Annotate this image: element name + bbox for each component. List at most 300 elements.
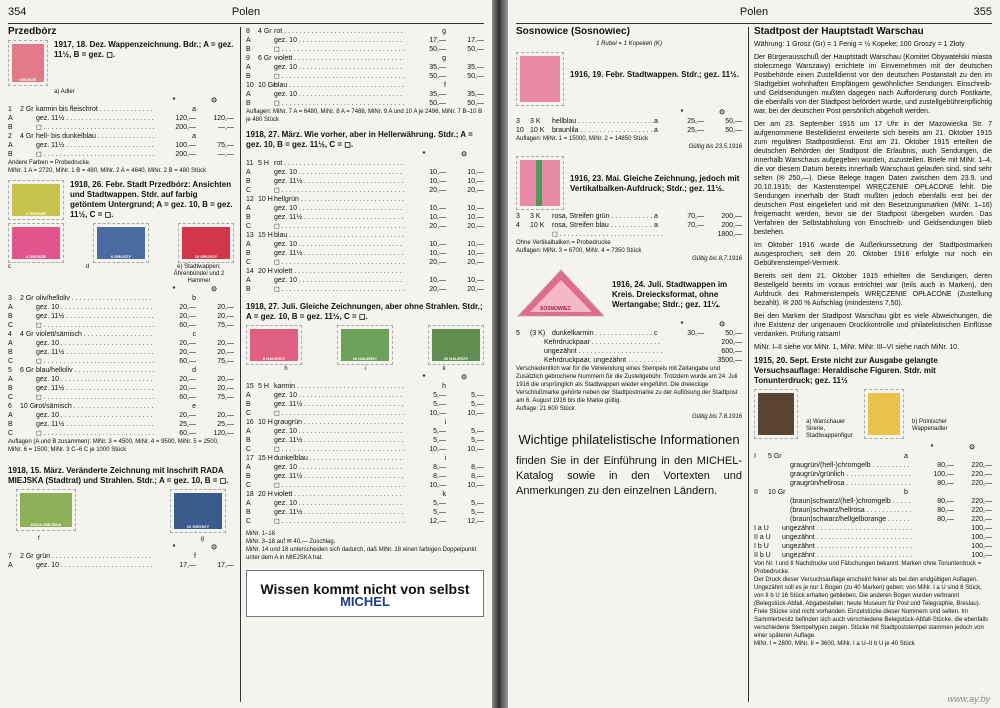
- header-rule: [8, 23, 484, 24]
- face-value: [258, 168, 274, 177]
- stamp-image: 20 HALERZY: [428, 325, 484, 365]
- table-row: [246, 285, 484, 294]
- variety-row: [754, 542, 992, 551]
- price-mint: 20,—: [429, 259, 446, 266]
- item-number: A: [246, 64, 251, 71]
- note: Ohne Vertikalbalken = Probedrucke: [516, 240, 611, 246]
- table-row: [754, 515, 992, 524]
- price-header: * ⊙: [680, 321, 725, 328]
- item-number: A: [8, 412, 13, 419]
- table-row: [8, 420, 234, 429]
- description: ◻ . . .: [552, 230, 662, 239]
- price-table: [516, 329, 742, 338]
- item-number: A: [8, 115, 13, 122]
- face-value: 5 H: [258, 383, 269, 390]
- price-used: 100,—: [971, 543, 992, 550]
- price-used: 50,—: [725, 127, 742, 134]
- description: ◻ . . .: [36, 123, 154, 132]
- stamp-image: 6 GROSZY: [93, 223, 149, 263]
- face-value: [258, 285, 274, 294]
- item-number: [516, 230, 530, 239]
- price-mint: 80,—: [937, 498, 954, 505]
- price-mint: [404, 231, 446, 240]
- book-gutter: [492, 0, 508, 708]
- description: rot . . .: [274, 27, 404, 36]
- table-row: [246, 186, 484, 195]
- description: ◻ . . .: [274, 258, 404, 267]
- face-value: [20, 375, 36, 384]
- price-header: * ⊙: [930, 444, 975, 451]
- price-mint: 17,—: [429, 37, 446, 44]
- face-value: [768, 470, 790, 479]
- price-used: 50,—: [467, 100, 484, 107]
- description: gez. 11½ . . .: [274, 213, 404, 222]
- face-value: [258, 36, 274, 45]
- item-number: 15: [246, 383, 254, 390]
- table-row: [8, 114, 234, 123]
- stamp-caption: b) Polnischer Wappenadler: [912, 419, 948, 432]
- paragraph: Im Oktober 1916 wurde die Außerkurssetzung der Stadtpostmarken ausgesprochen; seit dem 20. Oktober 1916 erfolgte nur noch ein Gebührenstempel-Vermerk.: [754, 242, 992, 267]
- stamp-image: GROSZE: [8, 40, 48, 86]
- item-number: C: [246, 446, 252, 453]
- item-number: 10: [246, 82, 254, 89]
- item-number: 7: [8, 553, 12, 560]
- price-used: [446, 231, 484, 240]
- price-used: 10,—: [467, 178, 484, 185]
- header-rule: [516, 23, 992, 24]
- table-row: [8, 312, 234, 321]
- price-mint: f: [444, 82, 446, 89]
- face-value: [20, 123, 36, 132]
- description: ◻ . . .: [274, 186, 404, 195]
- table-row: [516, 329, 742, 338]
- stamp-image: 10 GROSZY: [170, 489, 226, 533]
- price-mint: b: [192, 295, 196, 302]
- design-type: a: [654, 213, 658, 220]
- face-value: [258, 508, 274, 517]
- price-used: [196, 366, 234, 375]
- stamp-image: [754, 389, 798, 439]
- price-used: 5,—: [471, 392, 484, 399]
- price-mint: i: [444, 419, 446, 426]
- price-used: 5,—: [471, 428, 484, 435]
- table-row: [8, 375, 234, 384]
- description: ◻ . . .: [36, 393, 154, 402]
- design-type: a: [654, 222, 658, 229]
- price-mint: [404, 159, 446, 168]
- price-used: 75,—: [217, 142, 234, 149]
- description: (braun)schwarz/hellrosa . . .: [790, 506, 912, 515]
- table-row: [246, 99, 484, 108]
- price-used: 600,—: [721, 348, 742, 355]
- face-value: 2 Gr: [20, 553, 34, 560]
- description: hellgrün . . .: [274, 195, 404, 204]
- face-value: 5 Gr: [768, 453, 782, 460]
- price-used: [196, 294, 234, 303]
- face-value: 4 Gr: [258, 28, 272, 35]
- table-row: [246, 454, 484, 463]
- price-mint: 20,—: [179, 313, 196, 320]
- stamp-row: [246, 325, 484, 365]
- price-used: [446, 54, 484, 63]
- description: gez. 10 . . .: [274, 391, 404, 400]
- price-used: 75,—: [217, 322, 234, 329]
- price-used: 200,—: [721, 213, 742, 220]
- table-row: [246, 508, 484, 517]
- price-used: 10,—: [467, 205, 484, 212]
- table-row: [246, 81, 484, 90]
- item-number: B: [246, 214, 251, 221]
- advertisement-michel: [246, 570, 484, 617]
- description: graugrün . . .: [274, 418, 404, 427]
- item-number: A: [8, 304, 13, 311]
- price-used: 8,—: [471, 473, 484, 480]
- price-used: —,—: [218, 124, 234, 131]
- table-row: [516, 126, 742, 135]
- column-divider: [240, 27, 241, 702]
- print-run: MiNr. 1 A = 2720, MiNr. 1 B = 480, MiNr. 2 A = 4640, MiNr. 2 B = 480 Stück: [8, 168, 207, 174]
- face-value: 3 K: [530, 213, 541, 220]
- face-value: [258, 45, 274, 54]
- price-mint: 20,—: [429, 187, 446, 194]
- price-table: [516, 117, 742, 135]
- stamp-captions: f g: [38, 536, 204, 542]
- price-used: 12,—: [467, 518, 484, 525]
- table-row: [246, 177, 484, 186]
- price-mint: 10,—: [429, 178, 446, 185]
- table-row: [8, 348, 234, 357]
- stamp-image: 10 HALERZY: [337, 325, 393, 365]
- face-value: [258, 186, 274, 195]
- price-used: [446, 27, 484, 36]
- table-row: [246, 249, 484, 258]
- item-number: B: [246, 473, 251, 480]
- price-used: 220,—: [971, 471, 992, 478]
- price-used: 10,—: [467, 169, 484, 176]
- price-mint: 10,—: [429, 482, 446, 489]
- stamp-captions: h i k: [284, 366, 446, 372]
- item-number: 8: [246, 28, 250, 35]
- face-value: 20 H: [258, 268, 273, 275]
- item-number: [754, 470, 768, 479]
- note: MiNr. 3–18 auf ✉ 40,— Zuschlag.: [246, 539, 336, 545]
- face-value: [258, 99, 274, 108]
- price-used: 10,—: [467, 410, 484, 417]
- variety-description: ungezähnt . . .: [782, 542, 912, 551]
- price-mint: 30,—: [687, 330, 704, 337]
- face-value: 10 K: [530, 222, 545, 229]
- section-title-warschau: Stadtpost der Hauptstadt Warschau: [754, 27, 924, 37]
- face-value: 10 K: [530, 127, 545, 134]
- table-row: [246, 90, 484, 99]
- item-number: 10: [516, 127, 524, 134]
- face-value: 15 H: [258, 455, 273, 462]
- price-used: [954, 488, 992, 497]
- item-number: A: [8, 376, 13, 383]
- description: gez. 11½ . . .: [274, 249, 404, 258]
- description: blau . . .: [274, 81, 404, 90]
- price-used: 5,—: [471, 401, 484, 408]
- item-number: B: [8, 151, 13, 158]
- price-used: 100,—: [971, 534, 992, 541]
- item-number: A: [246, 277, 251, 284]
- variety-description: ungezähnt . . .: [782, 551, 912, 560]
- left-column-2: [246, 27, 484, 708]
- item-number: B: [246, 509, 251, 516]
- variety-table: [754, 524, 992, 560]
- item-number: II: [754, 489, 758, 496]
- item-number: A: [246, 91, 251, 98]
- description: gez. 11½ . . .: [36, 384, 154, 393]
- paragraph: Währung: 1 Grosz (Gr) = 1 Fenig = ½ Kopeke; 100 Groszy = 1 Złoty: [754, 41, 965, 48]
- description: ◻ . . .: [274, 285, 404, 294]
- table-row: [754, 452, 992, 461]
- table-row: [754, 488, 992, 497]
- description: violett . . .: [274, 267, 404, 276]
- price-mint: 100,—: [175, 142, 196, 149]
- item-number: B: [246, 73, 251, 80]
- issue-heading: 1918, 15. März. Veränderte Zeichnung mit Inschrift RADA MIEJSKA (Stadtrat) und Strahlen. Stdr.; A = gez. 10, B = ◻.: [8, 466, 229, 485]
- table-row: [8, 339, 234, 348]
- design-type: a: [654, 118, 658, 125]
- left-page-header: [0, 6, 492, 22]
- face-value: [258, 63, 274, 72]
- price-mint: g: [442, 28, 446, 35]
- variety-description: ungezähnt . . .: [782, 524, 912, 533]
- ad-brand: MICHEL: [340, 594, 390, 609]
- item-number: C: [246, 223, 252, 230]
- item-number: [754, 506, 768, 515]
- issue-heading: 1918, 27. März. Wie vorher, aber in Hellerwährung. Stdr.; A = gez. 10, B = gez. 11½, C = ◻.: [246, 130, 473, 149]
- price-used: 10,—: [467, 250, 484, 257]
- price-used: [196, 552, 234, 561]
- price-used: 10,—: [467, 277, 484, 284]
- price-used: 120,—: [213, 115, 234, 122]
- variety-code: II a U: [754, 534, 771, 541]
- price-header: * ⊙: [680, 109, 725, 116]
- item-number: A: [246, 169, 251, 176]
- description: gez. 11½ . . .: [36, 141, 154, 150]
- price-used: 20,—: [467, 286, 484, 293]
- price-used: 75,—: [217, 358, 234, 365]
- variety-code: [516, 356, 544, 365]
- price-mint: 10,—: [429, 241, 446, 248]
- description: violett . . .: [274, 490, 404, 499]
- face-value: [258, 72, 274, 81]
- price-used: [954, 452, 992, 461]
- price-mint: 20,—: [429, 286, 446, 293]
- face-value: 4 Gr: [20, 133, 34, 140]
- face-value: 6 Gr: [20, 367, 34, 374]
- price-used: 220,—: [971, 516, 992, 523]
- price-mint: [662, 230, 704, 239]
- description: (braun)schwarz/hellgelborange . . .: [790, 515, 912, 524]
- description: gez. 11½ . . .: [274, 472, 404, 481]
- item-number: A: [246, 500, 251, 507]
- description: gez. 11½ . . .: [36, 312, 154, 321]
- face-value: [20, 420, 36, 429]
- print-run: Auflagen (A und B zusammen): MiNr. 3 = 4500, MiNr. 4 = 9500, MiNr. 5 = 2500, MiNr. 6 = 1500; MiNr. 3 C–6 C je 1000 Stück: [8, 439, 219, 453]
- item-number: 14: [246, 268, 254, 275]
- price-used: 50,—: [725, 330, 742, 337]
- price-mint: [662, 338, 704, 347]
- item-number: B: [246, 178, 251, 185]
- table-row: [246, 258, 484, 267]
- face-value: [258, 409, 274, 418]
- table-row: [246, 276, 484, 285]
- item-number: B: [246, 46, 251, 53]
- price-used: 10,—: [467, 446, 484, 453]
- item-number: C: [246, 187, 252, 194]
- price-mint: h: [442, 383, 446, 390]
- price-mint: 120,—: [175, 115, 196, 122]
- left-column-1: [8, 27, 234, 708]
- item-number: C: [246, 482, 252, 489]
- face-value: [258, 481, 274, 490]
- face-value: [258, 391, 274, 400]
- price-mint: 70,—: [687, 213, 704, 220]
- description: gez. 10 . . .: [274, 499, 404, 508]
- face-value: 3 K: [530, 118, 541, 125]
- face-value: [768, 515, 790, 524]
- table-row: [8, 321, 234, 330]
- face-value: [768, 506, 790, 515]
- item-number: C: [8, 322, 14, 329]
- table-row: [246, 382, 484, 391]
- price-used: 100,—: [971, 552, 992, 559]
- table-row: [8, 294, 234, 303]
- table-row: [246, 418, 484, 427]
- price-used: [196, 105, 234, 114]
- price-mint: i: [444, 455, 446, 462]
- table-row: [8, 561, 234, 570]
- description: blau . . .: [274, 231, 404, 240]
- price-used: 220,—: [971, 480, 992, 487]
- description: rot . . .: [274, 159, 404, 168]
- right-page-header: [508, 6, 1000, 22]
- item-number: B: [246, 250, 251, 257]
- table-row: [754, 497, 992, 506]
- price-used: 35,—: [467, 64, 484, 71]
- table-row: [246, 463, 484, 472]
- item-number: A: [246, 205, 251, 212]
- stamp-caption: a) Warschauer Sirene, Stadtwappenfigur: [806, 419, 853, 439]
- item-number: 3: [516, 118, 520, 125]
- face-value: 4 Gr: [20, 331, 34, 338]
- table-row: [8, 150, 234, 159]
- page-number: 355: [973, 6, 992, 18]
- price-mint: 60,—: [179, 430, 196, 437]
- price-mint: 200,—: [175, 151, 196, 158]
- description: ◻ . . .: [274, 517, 404, 526]
- table-row: [246, 472, 484, 481]
- face-value: [768, 497, 790, 506]
- price-used: [446, 418, 484, 427]
- face-value: 15 H: [258, 232, 273, 239]
- table-row: [8, 402, 234, 411]
- face-value: 10 Gr: [20, 403, 38, 410]
- price-mint: [912, 551, 954, 560]
- item-number: C: [246, 410, 252, 417]
- face-value: [20, 411, 36, 420]
- face-value: [258, 436, 274, 445]
- price-mint: [912, 533, 954, 542]
- right-page: [508, 0, 1000, 708]
- item-number: A: [246, 241, 251, 248]
- price-mint: 80,—: [937, 507, 954, 514]
- design-type: c: [654, 330, 658, 337]
- price-used: 1800,—: [717, 231, 742, 238]
- paragraph: Der am 23. September 1915 um 17 Uhr in der Mazowiecka Str. 7 aufgenommene Bestelldienst erweiterte sich bereits am 21. Oktober 1915 zum regulären Stadtpostdienst. Erst am 21. Oktober 1915 erteilten die deutschen Behörden der Stadtpost die Erlaubnis, auch Sendungen, die innerhalb Warschaus aufgegeben wurden, zuzustellen. Briefe mit MiNr. 1–4, die vor diesem Datum bereits innerhalb Warschaus gelaufen sind, sind sehr selten (✉ 250,—). Diese Belege tragen Daten zwischen dem 23.9. und 20.10.1915; der Kastenstempel WRĘCZENIE OPŁACONE fehlt. Die Sendungen innerhalb der Stadt mußten jedoch ebenfalls erst bei der deutschen Post eingeliefert und mit den Besetzungsmarken (MiNr. 1–16) freigemacht werden, bevor sie der Stadtpost übergeben wurden. Das Verfahren der Selbstabholung von Einschreib- und Geldsendungen blieb bestehen.: [754, 121, 992, 236]
- face-value: [258, 445, 274, 454]
- price-mint: 10,—: [429, 214, 446, 221]
- description: graugrün/(hell-)chromgelb . . .: [790, 461, 912, 470]
- variety-table: [516, 338, 742, 365]
- table-row: [246, 27, 484, 36]
- description: gez. 10 . . .: [36, 411, 154, 420]
- face-value: [258, 463, 274, 472]
- price-mint: 80,—: [937, 516, 954, 523]
- description: ◻ . . .: [274, 72, 404, 81]
- price-mint: 80,—: [937, 462, 954, 469]
- table-row: [246, 36, 484, 45]
- price-used: 100,—: [971, 525, 992, 532]
- table-row: [246, 427, 484, 436]
- face-value: [20, 321, 36, 330]
- face-value: [258, 213, 274, 222]
- price-mint: 5,—: [433, 437, 446, 444]
- table-row: [246, 63, 484, 72]
- item-number: 1: [8, 106, 12, 113]
- item-number: 5: [516, 330, 520, 337]
- description: oliv/helloliv . . .: [36, 294, 154, 303]
- description: blau/helloliv . . .: [36, 366, 154, 375]
- table-row: [246, 213, 484, 222]
- variety-row: [754, 533, 992, 542]
- price-mint: 70,—: [687, 222, 704, 229]
- item-number: 3: [516, 213, 520, 220]
- price-used: 5,—: [471, 509, 484, 516]
- price-mint: 35,—: [429, 64, 446, 71]
- description: gez. 11½ . . .: [274, 177, 404, 186]
- price-used: 20,—: [217, 313, 234, 320]
- note: MiNr. 1–18: [246, 531, 276, 537]
- price-used: [446, 159, 484, 168]
- variety-row: [516, 347, 742, 356]
- price-mint: [404, 195, 446, 204]
- description: hellblau . . .: [552, 117, 654, 126]
- item-number: A: [246, 464, 251, 471]
- price-mint: a: [192, 133, 196, 140]
- description: gez. 10 . . .: [274, 463, 404, 472]
- description: (braun)schwarz/(hell-)chromgelb . . .: [790, 497, 912, 506]
- variety-code: [516, 338, 544, 347]
- price-mint: f: [194, 553, 196, 560]
- validity: Gültig bis 8.7.1916: [691, 256, 742, 262]
- table-row: [246, 159, 484, 168]
- price-mint: [912, 452, 954, 461]
- face-value: [20, 429, 36, 438]
- variety-description: ungezähnt . . .: [782, 533, 912, 542]
- price-used: 220,—: [971, 498, 992, 505]
- price-mint: 60,—: [179, 322, 196, 329]
- price-mint: 50,—: [429, 73, 446, 80]
- price-used: 50,—: [725, 118, 742, 125]
- price-mint: 25,—: [179, 421, 196, 428]
- table-row: [246, 445, 484, 454]
- description: gez. 10 . . .: [274, 276, 404, 285]
- table-row: [246, 231, 484, 240]
